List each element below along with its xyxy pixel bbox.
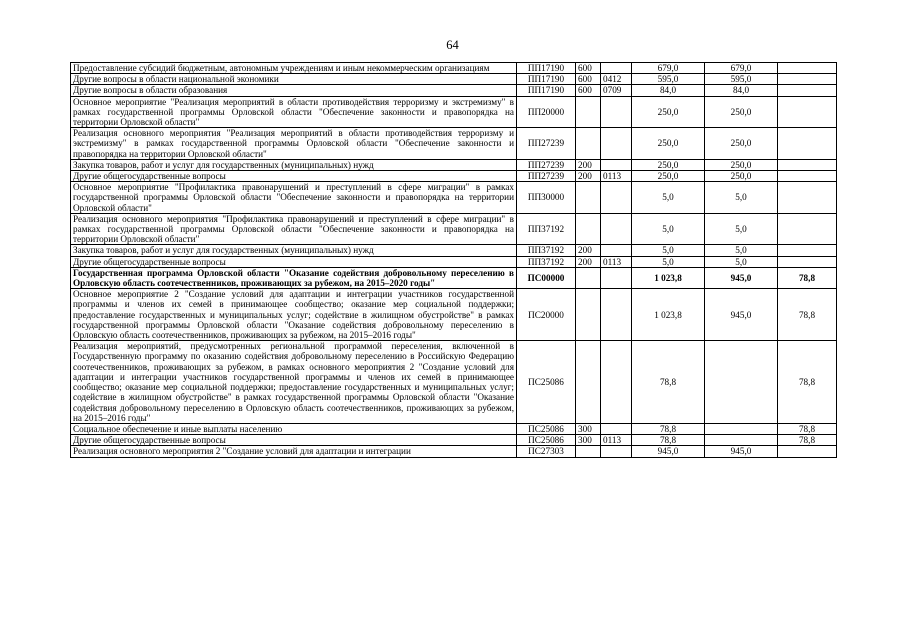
- row-total-cell: 84,0: [632, 85, 705, 96]
- row-total-cell: 78,8: [632, 435, 705, 446]
- row-vr-cell: 200: [576, 159, 601, 170]
- row-code-cell: ПС20000: [517, 289, 576, 341]
- row-regional-cell: 595,0: [705, 74, 778, 85]
- table-row: [71, 85, 837, 96]
- row-vr-cell: [576, 289, 601, 341]
- row-rz-cell: 0113: [601, 171, 632, 182]
- row-federal-cell: [778, 256, 837, 267]
- row-code-cell: ПП27239: [517, 159, 576, 170]
- row-name-cell: Реализация основного мероприятия "Реализация мероприятий в области противодействия терроризму и экстремизму" в рамках государственной программы Орловской области "Обеспечение законности и правопорядка на территории Орловской области": [71, 128, 517, 160]
- row-vr-cell: 600: [576, 74, 601, 85]
- row-rz-cell: 0113: [601, 256, 632, 267]
- row-code-cell: ПП17190: [517, 85, 576, 96]
- row-vr-cell: 200: [576, 245, 601, 256]
- budget-table: [70, 62, 837, 458]
- row-vr-cell: 200: [576, 256, 601, 267]
- row-federal-cell: [778, 182, 837, 214]
- row-name-cell: Государственная программа Орловской области "Оказание содействия добровольному переселению в Орловскую область соотечественников, проживающих за рубежом, на 2015–2020 годы": [71, 267, 517, 288]
- row-total-cell: 78,8: [632, 423, 705, 434]
- row-name-cell: Реализация мероприятий, предусмотренных региональной программой переселения, включенной в Государственную программу по оказанию содействия добровольному переселению в Российскую Федерацию соотечественников, проживающих за рубежом, в рамках основного мероприятия 2 "Создание условий для адаптации и интеграции участников государственной программы и членов их семей в принимающее сообщество; оказание мер социальной поддержки; предоставление государственных и муниципальных услуг; содействие в жилищном обустройстве" в рамках государственной программы Орловской области "Оказание содействия добровольному переселению в Орловскую область соотечественников, проживающих за рубежом, на 2015–2016 годы": [71, 341, 517, 424]
- row-total-cell: 78,8: [632, 341, 705, 424]
- row-regional-cell: 945,0: [705, 289, 778, 341]
- row-federal-cell: [778, 159, 837, 170]
- row-rz-cell: [601, 182, 632, 214]
- row-total-cell: 1 023,8: [632, 267, 705, 288]
- row-vr-cell: [576, 128, 601, 160]
- row-name-cell: Предоставление субсидий бюджетным, автономным учреждениям и иным некоммерческим организациям: [71, 63, 517, 74]
- row-total-cell: 5,0: [632, 256, 705, 267]
- row-name-cell: Другие вопросы в области национальной экономики: [71, 74, 517, 85]
- table-row: [71, 341, 837, 424]
- row-rz-cell: 0709: [601, 85, 632, 96]
- table-row: [71, 63, 837, 74]
- row-name-cell: Закупка товаров, работ и услуг для государственных (муниципальных) нужд: [71, 159, 517, 170]
- row-name-cell: Другие вопросы в области образования: [71, 85, 517, 96]
- row-rz-cell: [601, 159, 632, 170]
- row-regional-cell: 945,0: [705, 446, 778, 457]
- row-federal-cell: 78,8: [778, 341, 837, 424]
- row-total-cell: 250,0: [632, 128, 705, 160]
- row-name-cell: Основное мероприятие "Реализация мероприятий в области противодействия терроризму и экстремизму" в рамках государственной программы Орловской области "Обеспечение законности и правопорядка на территории Орловской области": [71, 96, 517, 128]
- row-regional-cell: 84,0: [705, 85, 778, 96]
- row-vr-cell: 300: [576, 435, 601, 446]
- row-name-cell: Реализация основного мероприятия "Профилактика правонарушений и преступлений в сфере миграции" в рамках государственной программы Орловской области "Обеспечение законности и правопорядка на территории Орловской области": [71, 213, 517, 245]
- row-code-cell: ПС27303: [517, 446, 576, 457]
- row-code-cell: ПП27239: [517, 128, 576, 160]
- row-federal-cell: 78,8: [778, 289, 837, 341]
- row-code-cell: ПС25086: [517, 423, 576, 434]
- row-rz-cell: [601, 341, 632, 424]
- row-rz-cell: 0113: [601, 435, 632, 446]
- table-row: [71, 182, 837, 214]
- table-row: [71, 289, 837, 341]
- row-code-cell: ПП37192: [517, 256, 576, 267]
- row-federal-cell: [778, 128, 837, 160]
- row-vr-cell: [576, 446, 601, 457]
- row-federal-cell: [778, 213, 837, 245]
- row-code-cell: ПП37192: [517, 213, 576, 245]
- table-row: [71, 159, 837, 170]
- row-name-cell: Основное мероприятие "Профилактика правонарушений и преступлений в сфере миграции" в рамках государственной программы Орловской области "Обеспечение законности и правопорядка на территории Орловской области": [71, 182, 517, 214]
- row-regional-cell: 679,0: [705, 63, 778, 74]
- row-rz-cell: [601, 213, 632, 245]
- table-row: [71, 171, 837, 182]
- row-regional-cell: 945,0: [705, 267, 778, 288]
- row-rz-cell: [601, 245, 632, 256]
- row-rz-cell: [601, 96, 632, 128]
- row-total-cell: 250,0: [632, 96, 705, 128]
- row-federal-cell: [778, 171, 837, 182]
- row-vr-cell: 600: [576, 63, 601, 74]
- row-regional-cell: 250,0: [705, 171, 778, 182]
- table-row: [71, 435, 837, 446]
- table-row: [71, 213, 837, 245]
- row-code-cell: ПП37192: [517, 245, 576, 256]
- row-vr-cell: 600: [576, 85, 601, 96]
- row-code-cell: ПС25086: [517, 341, 576, 424]
- row-rz-cell: [601, 423, 632, 434]
- table-row: [71, 446, 837, 457]
- row-regional-cell: 5,0: [705, 213, 778, 245]
- row-vr-cell: 300: [576, 423, 601, 434]
- row-federal-cell: 78,8: [778, 423, 837, 434]
- table-row: [71, 267, 837, 288]
- row-federal-cell: [778, 446, 837, 457]
- table-row: [71, 256, 837, 267]
- table-row: [71, 96, 837, 128]
- row-name-cell: Основное мероприятие 2 "Создание условий для адаптации и интеграции участников государственной программы и членов их семей в принимающее сообщество; оказание мер социальной поддержки; предоставление государственных и муниципальных услуг; содействие в жилищном обустройстве" в рамках государственной программы Орловской области "Оказание содействия добровольному переселению в Орловскую область соотечественников, проживающих за рубежом, на 2015–2016 годы": [71, 289, 517, 341]
- row-rz-cell: [601, 63, 632, 74]
- row-regional-cell: 250,0: [705, 128, 778, 160]
- row-name-cell: Другие общегосударственные вопросы: [71, 171, 517, 182]
- table-row: [71, 128, 837, 160]
- row-code-cell: ПП17190: [517, 74, 576, 85]
- row-regional-cell: [705, 423, 778, 434]
- row-federal-cell: 78,8: [778, 267, 837, 288]
- row-vr-cell: [576, 182, 601, 214]
- row-name-cell: Другие общегосударственные вопросы: [71, 435, 517, 446]
- row-regional-cell: [705, 341, 778, 424]
- row-federal-cell: [778, 74, 837, 85]
- row-regional-cell: 250,0: [705, 159, 778, 170]
- row-total-cell: 5,0: [632, 245, 705, 256]
- row-vr-cell: [576, 341, 601, 424]
- row-federal-cell: [778, 245, 837, 256]
- row-total-cell: 5,0: [632, 182, 705, 214]
- row-federal-cell: [778, 85, 837, 96]
- budget-table-body: [71, 63, 837, 458]
- row-name-cell: Другие общегосударственные вопросы: [71, 256, 517, 267]
- row-total-cell: 250,0: [632, 159, 705, 170]
- row-federal-cell: [778, 63, 837, 74]
- row-code-cell: ПП27239: [517, 171, 576, 182]
- row-code-cell: ПП20000: [517, 96, 576, 128]
- row-rz-cell: [601, 289, 632, 341]
- row-code-cell: ПП30000: [517, 182, 576, 214]
- row-code-cell: ПП17190: [517, 63, 576, 74]
- row-federal-cell: 78,8: [778, 435, 837, 446]
- row-name-cell: Реализация основного мероприятия 2 "Создание условий для адаптации и интеграции: [71, 446, 517, 457]
- row-rz-cell: [601, 267, 632, 288]
- row-name-cell: Социальное обеспечение и иные выплаты населению: [71, 423, 517, 434]
- row-total-cell: 679,0: [632, 63, 705, 74]
- row-total-cell: 250,0: [632, 171, 705, 182]
- row-federal-cell: [778, 96, 837, 128]
- row-total-cell: 5,0: [632, 213, 705, 245]
- row-name-cell: Закупка товаров, работ и услуг для государственных (муниципальных) нужд: [71, 245, 517, 256]
- row-code-cell: ПС00000: [517, 267, 576, 288]
- row-regional-cell: 5,0: [705, 256, 778, 267]
- row-regional-cell: 5,0: [705, 182, 778, 214]
- row-rz-cell: 0412: [601, 74, 632, 85]
- row-vr-cell: [576, 96, 601, 128]
- page-number: 64: [446, 38, 459, 52]
- table-row: [71, 74, 837, 85]
- row-rz-cell: [601, 128, 632, 160]
- row-regional-cell: 5,0: [705, 245, 778, 256]
- row-total-cell: 945,0: [632, 446, 705, 457]
- row-regional-cell: [705, 435, 778, 446]
- row-vr-cell: 200: [576, 171, 601, 182]
- table-row: [71, 245, 837, 256]
- row-rz-cell: [601, 446, 632, 457]
- row-total-cell: 595,0: [632, 74, 705, 85]
- row-vr-cell: [576, 213, 601, 245]
- row-total-cell: 1 023,8: [632, 289, 705, 341]
- row-vr-cell: [576, 267, 601, 288]
- table-row: [71, 423, 837, 434]
- row-regional-cell: 250,0: [705, 96, 778, 128]
- row-code-cell: ПС25086: [517, 435, 576, 446]
